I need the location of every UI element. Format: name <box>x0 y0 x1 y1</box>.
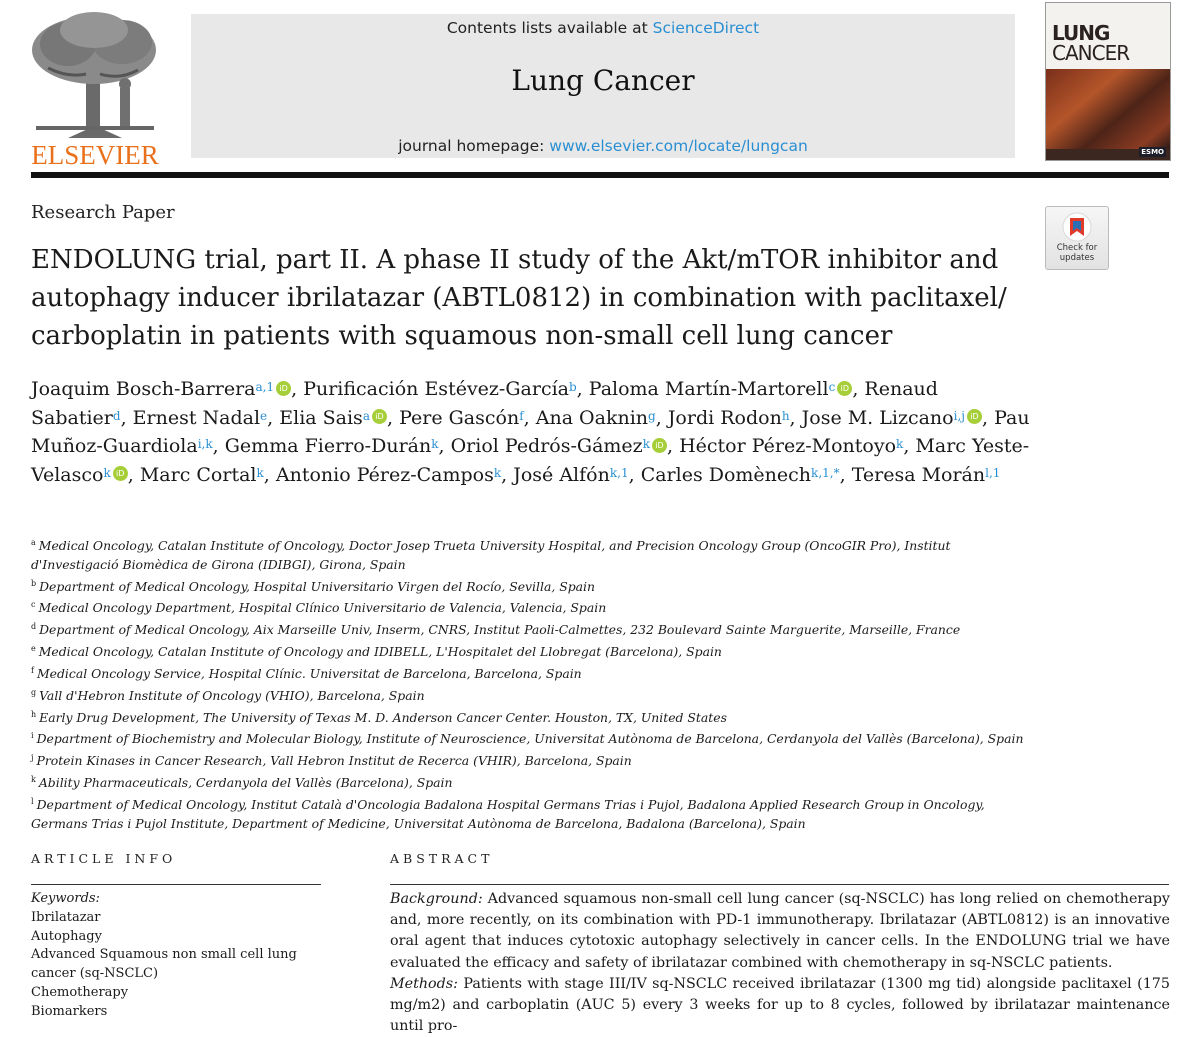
affiliation <box>31 575 1031 597</box>
check-for-updates-label: Check for updates <box>1056 243 1098 263</box>
orcid-icon[interactable]: iD <box>967 409 982 424</box>
author[interactable]: Héctor Pérez-Montoyo <box>679 435 897 458</box>
tree-icon <box>28 8 162 140</box>
abstract-text <box>390 889 1170 1037</box>
author[interactable]: Jordi Rodon <box>667 406 782 429</box>
author-affiliation-marker[interactable]: k <box>103 465 111 480</box>
orcid-icon[interactable]: iD <box>372 409 387 424</box>
cover-title-line-2: CANCER <box>1052 41 1130 65</box>
affiliation <box>31 749 1031 771</box>
abstract-rule <box>390 884 1169 885</box>
author[interactable]: Purificación Estévez-García <box>303 378 569 400</box>
keywords-label: Keywords: <box>31 891 100 906</box>
author[interactable]: Renaud Sabatier <box>31 378 938 429</box>
author-separator: , <box>291 378 298 400</box>
author-affiliation-marker[interactable]: k <box>256 465 264 480</box>
affiliation-key: e <box>31 644 36 654</box>
author-affiliation-marker[interactable]: a <box>362 408 370 423</box>
affiliation-text: Department of Medical Oncology, Institut Català d'Oncologia Badalona Hospital Germans Trias i Pujol, Badalona Applied Research Group in Oncology, Germans Trias i Pujol Institute, Department of Medicine, Universitat Autònoma de Barcelona, Badalona (Barcelona), Spain <box>31 796 985 831</box>
affiliation <box>31 662 1031 684</box>
author[interactable]: Marc Yeste-Velasco <box>31 435 1030 486</box>
author[interactable]: Ernest Nadal <box>132 406 261 429</box>
orcid-icon[interactable]: iD <box>276 381 291 396</box>
keywords-block <box>31 890 331 1022</box>
affiliation <box>31 596 1031 618</box>
keyword-list <box>31 909 331 1022</box>
author-affiliation-marker[interactable]: k,1,* <box>811 465 840 480</box>
publisher-wordmark: ELSEVIER <box>31 140 159 170</box>
bookmark-icon <box>1046 209 1108 245</box>
author-affiliation-marker[interactable]: c <box>828 380 836 394</box>
article-info-heading: ARTICLE INFO <box>31 851 177 866</box>
author-affiliation-marker[interactable]: d <box>112 408 121 423</box>
cover-title-line-1: LUNG <box>1052 21 1110 45</box>
author-affiliation-marker[interactable]: e <box>260 408 268 423</box>
affiliation-text: Ability Pharmaceuticals, Cerdanyola del Vallès (Barcelona), Spain <box>38 775 453 791</box>
author-separator: , <box>839 463 846 486</box>
keyword: Autophagy <box>31 928 102 944</box>
affiliation-key: a <box>31 538 36 547</box>
affiliation-key: f <box>31 665 34 675</box>
author[interactable]: Elia Sais <box>279 406 363 429</box>
keyword: Ibrilatazar <box>31 909 101 925</box>
author-separator: , <box>386 406 394 429</box>
homepage-link[interactable]: www.elsevier.com/locate/lungcan <box>549 137 808 155</box>
author-separator: , <box>576 378 583 400</box>
author-separator: , <box>523 406 530 429</box>
author[interactable]: Joaquim Bosch-Barrera <box>31 378 256 400</box>
affiliation-key: j <box>31 753 34 763</box>
background-label: Background: <box>390 891 483 907</box>
author-affiliation-marker[interactable]: b <box>568 380 577 394</box>
affiliation <box>31 618 1031 640</box>
orcid-icon[interactable]: iD <box>652 438 667 453</box>
author[interactable]: Oriol Pedrós-Gámez <box>450 435 643 458</box>
affiliation <box>31 684 1031 706</box>
affiliation-text: Medical Oncology Service, Hospital Clínic. Universitat de Barcelona, Barcelona, Spain <box>36 665 582 681</box>
journal-homepage <box>191 137 1015 155</box>
author-affiliation-marker[interactable]: a,1 <box>255 380 275 394</box>
author[interactable]: Gemma Fierro-Durán <box>224 435 432 458</box>
orcid-icon[interactable]: iD <box>837 381 852 396</box>
affiliation-key: g <box>31 687 37 697</box>
keyword: Advanced Squamous non small cell lung cancer (sq-NSCLC) <box>31 947 297 982</box>
affiliation <box>31 706 1031 728</box>
author-affiliation-marker[interactable]: f <box>519 408 524 423</box>
cover-image <box>1046 69 1170 149</box>
author-affiliation-marker[interactable]: k <box>493 465 502 480</box>
affiliation-text: Department of Medical Oncology, Hospital Universitario Virgen del Rocío, Sevilla, Spain <box>39 578 595 594</box>
affiliation <box>31 534 1031 575</box>
journal-cover[interactable] <box>1045 2 1171 161</box>
affiliation-key: c <box>31 600 36 610</box>
affiliation <box>31 640 1031 662</box>
author[interactable]: Paloma Martín-Martorell <box>588 378 829 400</box>
author-affiliation-marker[interactable]: k <box>896 437 904 452</box>
author[interactable]: José Alfón <box>513 463 610 486</box>
header-rule <box>31 172 1169 178</box>
affiliation-key: d <box>31 622 37 632</box>
homepage-prefix: journal homepage: <box>398 137 550 155</box>
author-affiliation-marker[interactable]: g <box>648 408 656 423</box>
affiliation-text: Early Drug Development, The University of Texas M. D. Anderson Cancer Center. Houston, TX, United States <box>39 709 727 725</box>
affiliation <box>31 727 1031 749</box>
author[interactable]: Pau Muñoz-Guardiola <box>31 406 1030 458</box>
author-separator: , <box>982 406 989 429</box>
author-separator: , <box>666 435 674 458</box>
author[interactable]: Ana Oaknin <box>535 406 649 429</box>
affiliation-text: Vall d'Hebron Institute of Oncology (VHIO), Barcelona, Spain <box>39 687 425 703</box>
affiliation-text: Medical Oncology Department, Hospital Clínico Universitario de Valencia, Valencia, Spain <box>38 600 607 616</box>
author-separator: , <box>628 463 635 486</box>
author-separator: , <box>263 463 270 486</box>
affiliation-text: Protein Kinases in Cancer Research, Vall Hebron Institut de Recerca (VHIR), Barcelona, Spain <box>36 753 632 769</box>
affiliation-list <box>31 534 1031 833</box>
author-separator: , <box>438 435 445 458</box>
author-separator: , <box>501 463 508 486</box>
cover-badge: ESMO <box>1141 148 1164 156</box>
author[interactable]: Carles Domènech <box>640 463 812 486</box>
methods-text: Patients with stage III/IV sq-NSCLC received ibrilatazar (1300 mg tid) alongside paclitaxel (175 mg/m2) and carboplatin (AUC 5) every 3 weeks for up to 8 cycles, followed by ibrilatazar maintenance until pro- <box>390 975 1170 1035</box>
abstract-methods <box>390 974 1170 1037</box>
author-separator: , <box>127 463 134 486</box>
author-separator: , <box>655 406 662 429</box>
abstract-heading: ABSTRACT <box>390 851 494 866</box>
affiliation-key: k <box>31 774 36 784</box>
author-list <box>31 375 1031 489</box>
author[interactable]: Jose M. Lizcano <box>801 406 954 429</box>
affiliation-text: Medical Oncology, Catalan Institute of Oncology, Doctor Josep Trueta University Hospital, and Precision Oncology Group (OncoGIR Pro), Institut d'Investigació Biomèdica de Girona (IDIBGI), Girona, Spain <box>31 538 951 572</box>
affiliation-text: Department of Medical Oncology, Aix Marseille Univ, Inserm, CNRS, Institut Paoli-Calmettes, 232 Boulevard Sainte Marguerite, Marseille, France <box>39 622 961 638</box>
check-for-updates-button[interactable] <box>1045 206 1109 270</box>
keyword: Chemotherapy <box>31 984 129 1000</box>
author-separator: , <box>789 406 796 429</box>
sciencedirect-link[interactable]: ScienceDirect <box>652 19 760 37</box>
author[interactable]: Marc Cortal <box>139 463 257 486</box>
affiliation <box>31 771 1031 793</box>
keyword: Biomarkers <box>31 1003 108 1019</box>
author-affiliation-marker[interactable]: k <box>642 437 650 452</box>
affiliation-key: h <box>31 709 37 719</box>
author-affiliation-marker[interactable]: k <box>431 437 439 452</box>
orcid-icon[interactable]: iD <box>113 466 128 481</box>
article-type: Research Paper <box>31 202 175 223</box>
journal-name: Lung Cancer <box>511 64 695 97</box>
methods-label: Methods: <box>390 975 458 992</box>
author-separator: , <box>267 406 274 429</box>
article-title: ENDOLUNG trial, part II. A phase II study of the Akt/mTOR inhibitor and autophagy inducer ibrilatazar (ABTL0812) in combination with paclitaxel/ carboplatin in patients with squamous non-small cell lung cancer <box>31 245 1007 351</box>
author-separator: , <box>903 435 910 458</box>
author-affiliation-marker[interactable]: i,j <box>953 408 965 423</box>
author-separator: , <box>212 435 219 458</box>
author-affiliation-marker[interactable]: h <box>781 408 790 423</box>
author-affiliation-marker[interactable]: i,k <box>197 437 213 452</box>
affiliation <box>31 793 1031 834</box>
abstract-background <box>390 889 1170 974</box>
contents-availability <box>191 19 1015 37</box>
elsevier-logo <box>28 8 162 170</box>
affiliation-text: Medical Oncology, Catalan Institute of Oncology and IDIBELL, L'Hospitalet del Llobregat (Barcelona), Spain <box>38 644 722 660</box>
author[interactable]: Pere Gascón <box>399 406 520 429</box>
contents-prefix: Contents lists available at <box>446 19 653 37</box>
author-affiliation-marker[interactable]: k,1 <box>609 465 629 480</box>
author-separator: , <box>120 406 127 429</box>
affiliation-key: l <box>31 796 34 806</box>
journal-banner <box>191 14 1015 158</box>
author[interactable]: Antonio Pérez-Campos <box>275 463 494 486</box>
author-separator: , <box>852 378 859 400</box>
author[interactable]: Teresa Morán <box>851 463 986 486</box>
author-affiliation-marker[interactable]: l,1 <box>985 465 1001 480</box>
background-text: Advanced squamous non-small cell lung cancer (sq-NSCLC) has long relied on chemotherapy and, more recently, on its combination with PD-1 immunotherapy. Ibrilatazar (ABTL0812) is an innovative oral agent that induces cytotoxic autophagy selectively in cancer cells. In the ENDOLUNG trial we have evaluated the efficacy and safety of ibrilatazar combined with chemotherapy in sq-NSCLC patients. <box>390 891 1170 971</box>
article-info-rule <box>31 884 321 885</box>
affiliation-text: Department of Biochemistry and Molecular Biology, Institute of Neuroscience, Universitat Autònoma de Barcelona, Cerdanyola del Vallès (Barcelona), Spain <box>36 731 1024 747</box>
affiliation-key: i <box>31 731 34 741</box>
affiliation-key: b <box>31 578 37 588</box>
